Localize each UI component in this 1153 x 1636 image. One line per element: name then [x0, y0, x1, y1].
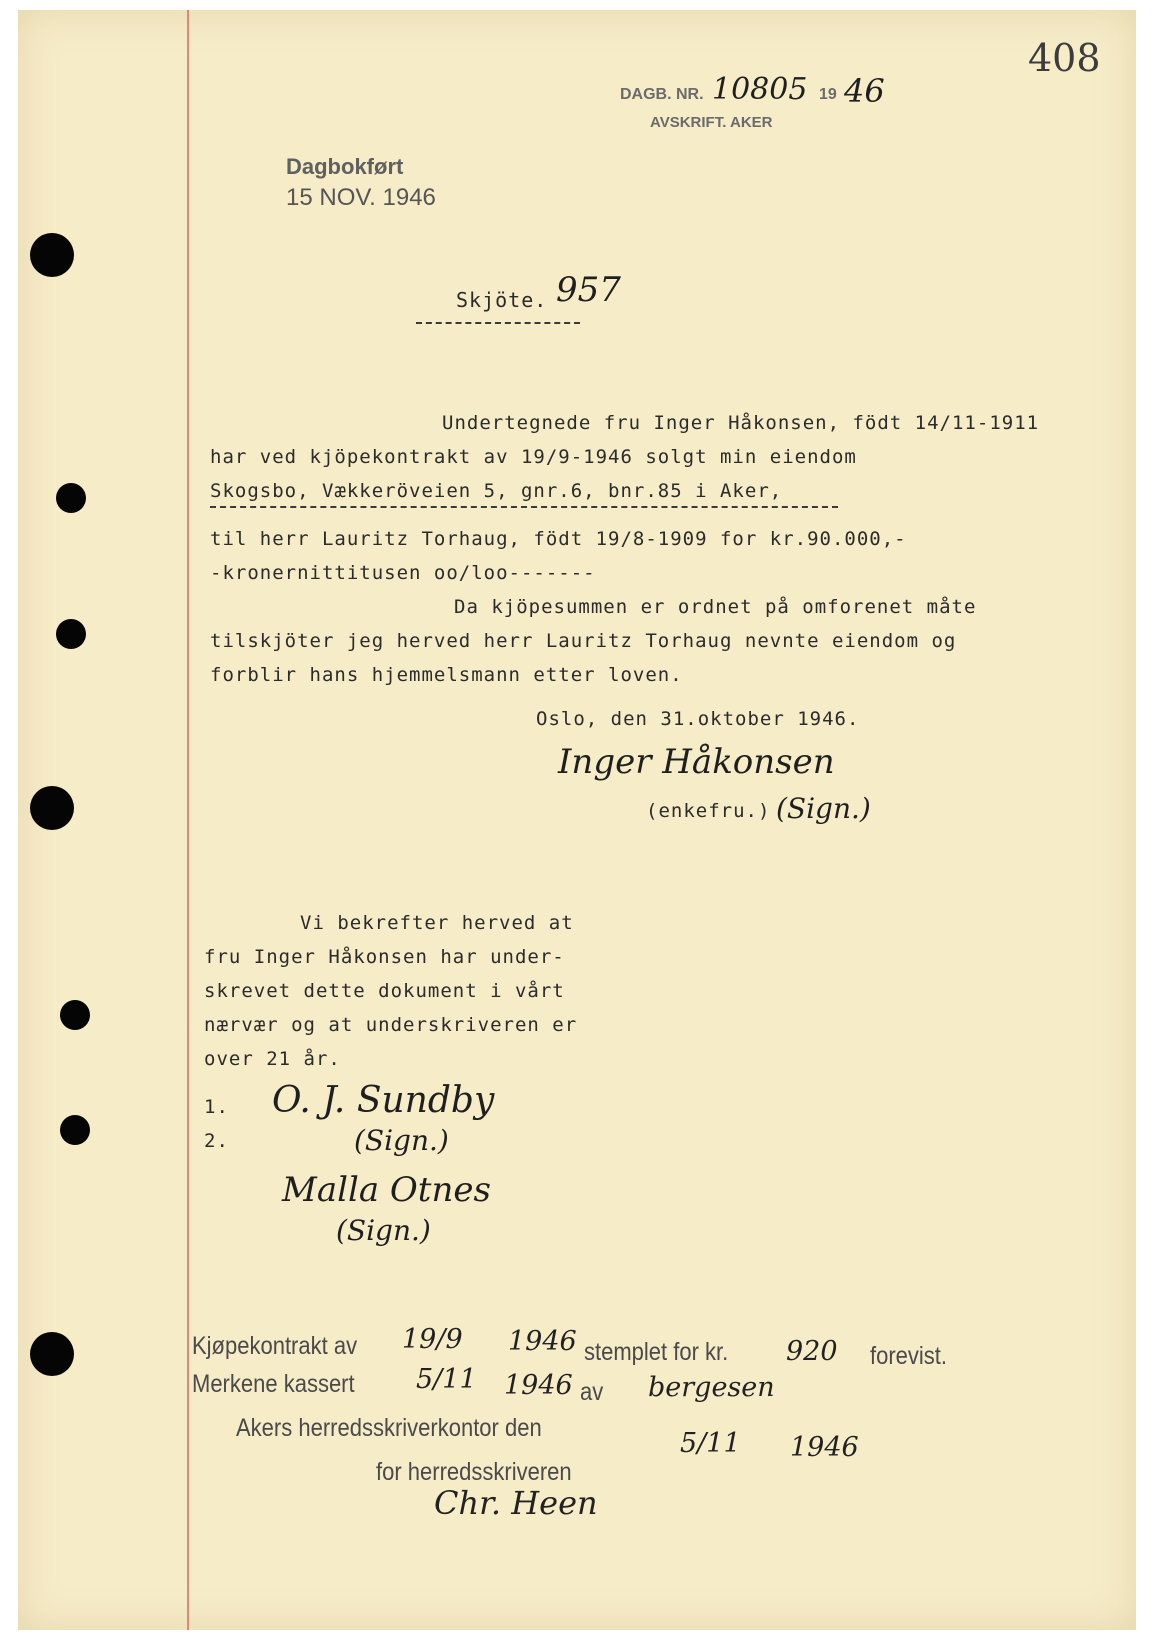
dagb-stamp-year: 46	[844, 72, 885, 110]
witness-label-2: 2.	[204, 1130, 229, 1152]
signature-note-typed: (enkefru.)	[646, 800, 771, 822]
punch-hole	[30, 233, 74, 277]
footer-contract-date: 19/9	[402, 1324, 463, 1355]
witness-line: nærvær og at underskriveren er	[204, 1014, 578, 1036]
footer-merkene-year: 1946	[504, 1370, 573, 1401]
footer-signature: Chr. Heen	[434, 1484, 598, 1522]
footer-amount: 920	[786, 1336, 838, 1367]
footer-forevist: forevist.	[870, 1342, 948, 1370]
title-underline	[416, 322, 580, 324]
body-line: til herr Lauritz Torhaug, födt 19/8-1909 for kr.90.000,-	[210, 528, 907, 550]
footer-av-label: av	[580, 1378, 604, 1406]
body-line: Da kjöpesummen er ordnet på omforenet måte	[454, 596, 977, 618]
witness-2-signature: Malla Otnes	[282, 1170, 491, 1210]
footer-merkene-label: Merkene kassert	[192, 1370, 355, 1398]
date-stamp: 15 NOV. 1946	[286, 184, 436, 211]
punch-hole	[30, 1332, 74, 1376]
place-date: Oslo, den 31.oktober 1946.	[536, 708, 860, 730]
document-page	[18, 10, 1136, 1630]
witness-line: Vi bekrefter herved at	[300, 912, 574, 934]
punch-hole	[60, 1000, 90, 1030]
footer-for-label: for herredsskriveren	[376, 1458, 572, 1486]
page-number: 408	[1028, 36, 1101, 80]
witness-line: fru Inger Håkonsen har under-	[204, 946, 565, 968]
body-line: Skogsbo, Vækkeröveien 5, gnr.6, bnr.85 i Aker,	[210, 480, 783, 502]
avskrift-stamp: AVSKRIFT. AKER	[650, 114, 773, 131]
footer-stamped-label: stemplet for kr.	[584, 1338, 729, 1366]
footer-merkene-by: bergesen	[648, 1372, 775, 1403]
body-line: forblir hans hjemmelsmann etter loven.	[210, 664, 683, 686]
footer-office-date: 5/11	[680, 1428, 741, 1459]
body-line: tilskjöter jeg herved herr Lauritz Torhaug nevnte eiendom og	[210, 630, 957, 652]
witness-label-1: 1.	[204, 1096, 229, 1118]
signature-note-handwritten: (Sign.)	[776, 792, 871, 825]
witness-line: over 21 år.	[204, 1048, 341, 1070]
margin-line	[187, 10, 189, 1630]
witness-1-signature: O. J. Sundby	[272, 1080, 495, 1121]
footer-contract-year: 1946	[508, 1326, 577, 1357]
property-underline	[210, 506, 838, 508]
seller-signature: Inger Håkonsen	[558, 742, 835, 782]
dagb-stamp-year-prefix: 19	[819, 86, 837, 103]
body-line: -kronernittitusen oo/loo-------	[210, 562, 596, 584]
document-title: Skjöte.	[456, 288, 548, 312]
handwritten-document-number: 957	[556, 270, 621, 310]
footer-office-year: 1946	[790, 1432, 859, 1463]
body-line: Undertegnede fru Inger Håkonsen, födt 14/11-1911	[442, 412, 1040, 434]
dagb-stamp-number: 10805	[712, 72, 808, 107]
punch-hole	[30, 786, 74, 830]
punch-hole	[56, 619, 86, 649]
punch-hole	[60, 1115, 90, 1145]
dagbokfort-stamp: Dagbokført	[286, 154, 404, 179]
witness-line: skrevet dette dokument i vårt	[204, 980, 565, 1002]
body-line: har ved kjöpekontrakt av 19/9-1946 solgt min eiendom	[210, 446, 857, 468]
punch-hole	[56, 483, 86, 513]
witness-1-sign-note: (Sign.)	[354, 1124, 449, 1157]
footer-contract-label: Kjøpekontrakt av	[192, 1332, 358, 1360]
footer-office-label: Akers herredsskriverkontor den	[236, 1414, 542, 1442]
footer-merkene-date: 5/11	[416, 1364, 477, 1395]
dagb-stamp-prefix: DAGB. NR.	[620, 86, 704, 103]
witness-2-sign-note: (Sign.)	[336, 1214, 431, 1247]
